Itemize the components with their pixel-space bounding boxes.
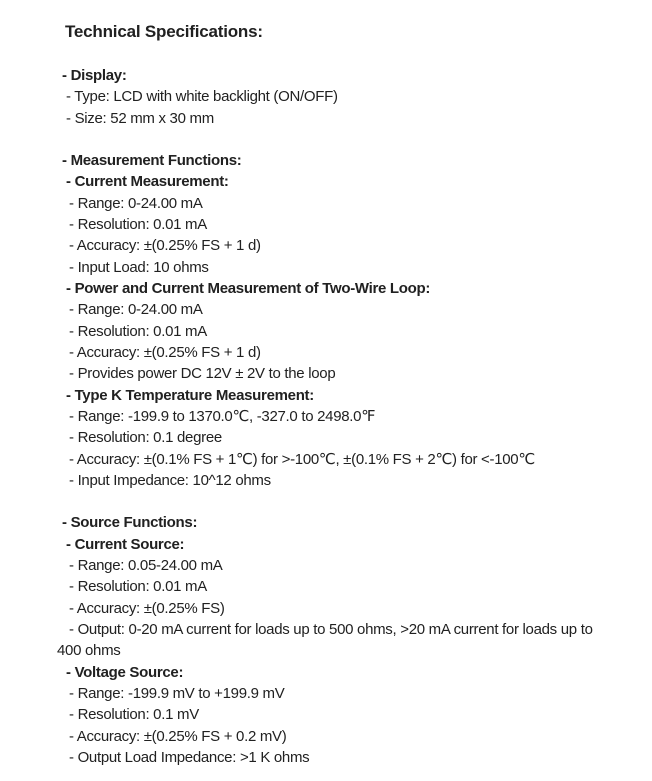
spec-line: - Range: 0-24.00 mA: [69, 301, 203, 319]
spec-line: - Type K Temperature Measurement:: [66, 386, 314, 404]
spec-line: - Voltage Source:: [66, 663, 184, 681]
spec-line: - Resolution: 0.01 mA: [69, 578, 207, 596]
spec-line: - Display:: [62, 67, 127, 84]
spec-line: - Input Impedance: 10^12 ohms: [69, 471, 271, 489]
spec-line: - Accuracy: ±(0.25% FS): [69, 599, 225, 617]
spec-section: [57, 512, 652, 768]
spec-line: - Output Load Impedance: >1 K ohms: [69, 748, 310, 766]
spec-line: - Power and Current Measurement of Two-Wire Loop:: [66, 279, 431, 297]
spec-line: - Current Source:: [66, 535, 185, 553]
spec-line: - Resolution: 0.1 degree: [69, 429, 222, 447]
spec-line: - Provides power DC 12V ± 2V to the loop: [69, 365, 336, 383]
page-title: Technical Specifications:: [65, 22, 263, 41]
spec-line: - Output: 0-20 mA current for loads up to 500 ohms, >20 mA current for loads up to: [69, 620, 593, 638]
spec-line: - Measurement Functions:: [62, 151, 242, 169]
spec-line: - Accuracy: ±(0.25% FS + 1 d): [69, 237, 261, 255]
spec-line: 400 ohms: [57, 642, 121, 660]
spec-line: - Resolution: 0.1 mV: [69, 706, 199, 724]
spec-line: - Resolution: 0.01 mA: [69, 215, 207, 233]
spec-line: - Input Load: 10 ohms: [69, 258, 209, 276]
spec-section: [57, 150, 652, 491]
spec-line: - Resolution: 0.01 mA: [69, 322, 207, 340]
spec-line: - Source Functions:: [62, 514, 198, 532]
spec-line: - Size: 52 mm x 30 mm: [66, 109, 214, 127]
spec-line: - Accuracy: ±(0.1% FS + 1℃) for >-100℃, ±(0.1% FS + 2℃) for <-100℃: [69, 450, 535, 468]
spec-line: - Type: LCD with white backlight (ON/OFF): [66, 88, 338, 106]
spec-line: - Accuracy: ±(0.25% FS + 1 d): [69, 343, 261, 361]
spec-line: - Range: 0-24.00 mA: [69, 194, 203, 212]
spec-sections: [57, 65, 652, 768]
spec-line: - Range: 0.05-24.00 mA: [69, 556, 223, 574]
spec-section: [57, 65, 652, 129]
spec-line: - Range: -199.9 to 1370.0℃, -327.0 to 2498.0℉: [69, 407, 376, 425]
spec-line: - Current Measurement:: [66, 173, 229, 191]
spec-line: - Accuracy: ±(0.25% FS + 0.2 mV): [69, 727, 287, 745]
spec-line: - Range: -199.9 mV to +199.9 mV: [69, 684, 285, 702]
